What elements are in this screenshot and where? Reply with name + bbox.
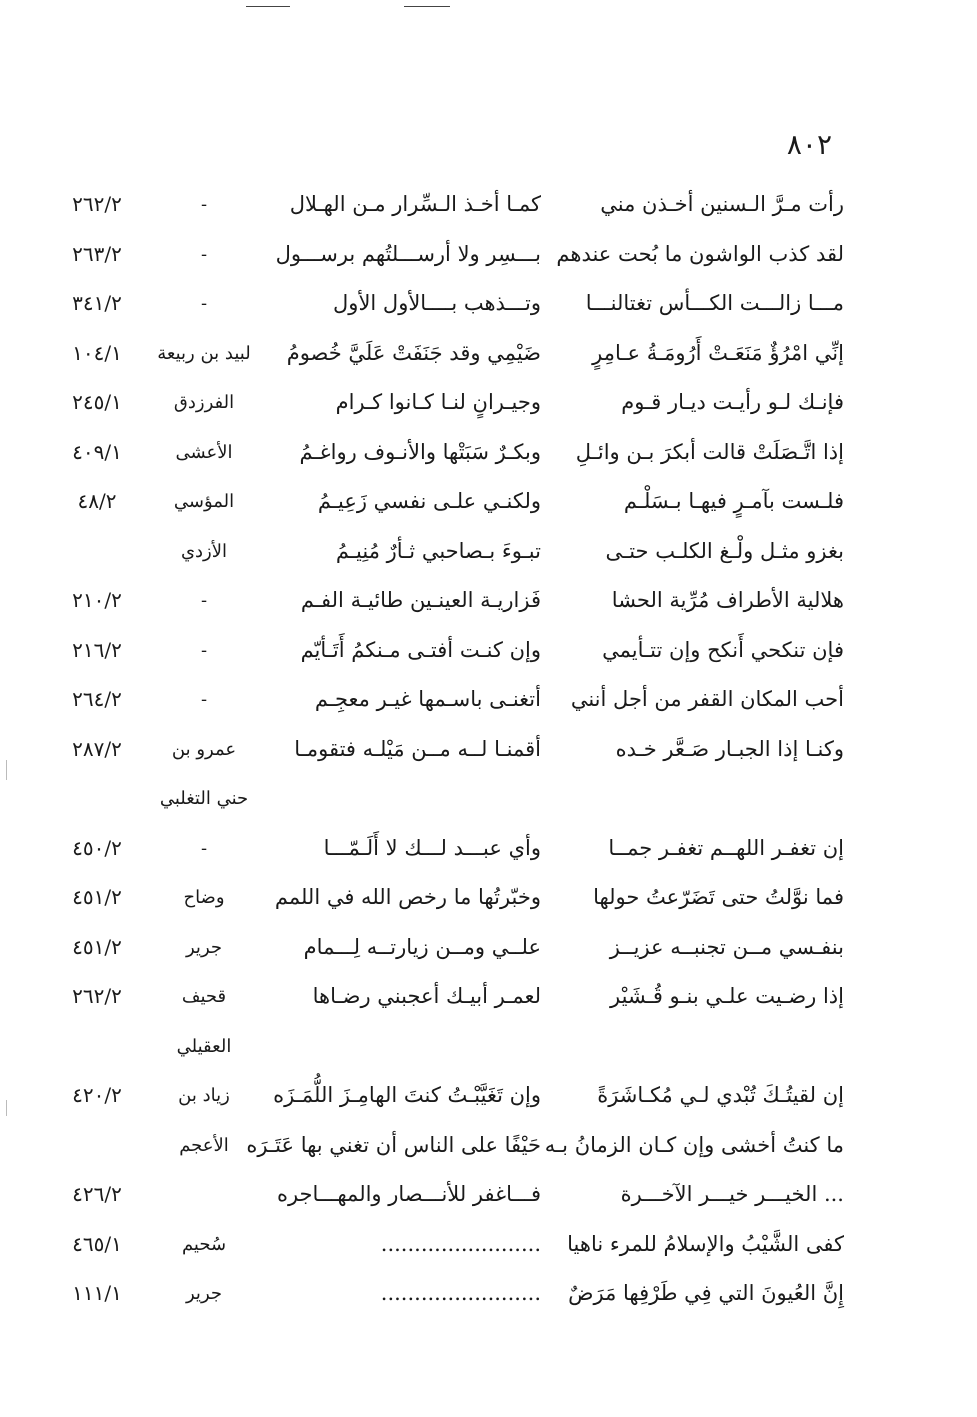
page-reference: ٤٢٠/٢ (72, 1083, 122, 1107)
table-row (0, 1121, 977, 1171)
verse-index-table (0, 180, 977, 1319)
verse-second-hemistich: ولكنـي علـى نفسي زَعِيـمُ (317, 489, 541, 513)
page-reference (52, 1022, 142, 1072)
poet-name: زياد بن (178, 1085, 230, 1106)
page-reference: ٤٨/٢ (77, 489, 117, 513)
page-reference: ٤٥١/٢ (72, 885, 122, 909)
verse-first-hemistich: أحب المكان القفر من أجل أنني (570, 687, 844, 711)
poet-name: سُحيم (181, 1233, 227, 1255)
verse-second-hemistich: كمـا أخـذ الـسِّرار مـن الهـلال (289, 192, 541, 216)
verse-first-hemistich: فلـست بآمـرٍ فيهـا بـسَلْـم (623, 489, 844, 513)
poet-name: - (200, 837, 208, 859)
verse-second-hemistich: وإن كنـت أفتـى مـنكمُ أَتَـأيّم (300, 637, 541, 662)
verse-second-hemistich (277, 774, 541, 824)
verse-first-hemistich: بنفـسي مــن تجنبــه عزيــز (609, 934, 844, 959)
table-row (0, 477, 977, 527)
page-reference: ١٠٤/١ (72, 340, 122, 365)
table-row (0, 1022, 977, 1072)
poet-name: وضاح (183, 887, 225, 908)
verse-first-hemistich: مـــا زالـــت الكـــأس تغتالنـــا (585, 291, 844, 315)
verse-first-hemistich: رأت مـرَّ الـسنين أخـذن مني (600, 192, 844, 216)
page-reference: ٢٤٥/١ (72, 390, 122, 414)
table-row (0, 180, 977, 230)
page-reference: ١١١/١ (72, 1281, 122, 1305)
verse-second-hemistich: ........................ (380, 1231, 541, 1256)
table-row (0, 923, 977, 973)
table-row (0, 279, 977, 329)
table-row (0, 428, 977, 478)
poet-name: - (200, 590, 208, 611)
poet-name: قحيف (181, 986, 227, 1007)
verse-second-hemistich: وخبّرتُها ما رخص الله في اللمم (274, 885, 541, 909)
table-row (0, 1071, 977, 1121)
top-rule-left (246, 6, 290, 7)
verse-second-hemistich: أتغنـى باسـمها غيـر معجِـم (314, 687, 541, 711)
table-row (0, 626, 977, 676)
verse-first-hemistich (582, 1022, 844, 1072)
poet-name: لبيد بن ربيعة (157, 342, 251, 364)
poet-name: حني التغلبي (159, 788, 249, 809)
verse-first-hemistich: فإنـك لـو رأيـت ديـار قـوم (621, 390, 844, 414)
verse-first-hemistich: لقد كذب الواشون ما بُحت عندهم (556, 241, 844, 266)
page-reference: ٢١٦/٢ (72, 637, 122, 662)
page-reference: ٤٢٦/٢ (72, 1182, 122, 1206)
page-reference (52, 774, 142, 824)
verse-first-hemistich: فإن تنكحي أَنكح وإن تتـأيمي (602, 637, 844, 662)
verse-second-hemistich: علــي ومــن زيارتــه لِـــمام (303, 934, 541, 959)
poet-name: جرير (186, 936, 222, 958)
page-reference: ٢٦٣/٢ (72, 241, 122, 266)
table-row (0, 527, 977, 577)
poet-name: جرير (186, 1283, 222, 1304)
page-reference: ٢١٠/٢ (72, 588, 122, 612)
verse-first-hemistich: هلالية الأطراف مُرِّية الحشا (611, 588, 844, 612)
verse-first-hemistich: ... الخيـــر خيـــر الآخـــرة (620, 1182, 844, 1206)
poet-name: الأعجم (179, 1134, 229, 1156)
page-reference: ٢٦٢/٢ (72, 192, 122, 216)
poet-name: - (200, 293, 208, 314)
page-reference: ٢٦٤/٢ (72, 687, 122, 711)
verse-second-hemistich: وأي عبـــد لـــك لا أَلَـمّـــا (323, 835, 541, 860)
poet-name: العقيلي (176, 1035, 232, 1057)
table-row (0, 1220, 977, 1270)
table-row (0, 725, 977, 775)
poet-name: المؤسي (173, 491, 235, 512)
page-reference: ٢٦٢/٢ (72, 984, 122, 1008)
poet-name: عمرو بن (171, 738, 237, 760)
verse-second-hemistich: لعمـر أبيـك أعجبني رضـاها (312, 984, 541, 1008)
table-row (0, 873, 977, 923)
verse-first-hemistich: بغزو مثـل ولْـغ الكلـب حتـى (605, 538, 844, 563)
page-reference: ٤٦٥/١ (72, 1231, 122, 1256)
verse-second-hemistich: حَيْفًا على الناس أن تغني بها عَتَـرَه (246, 1132, 541, 1157)
verse-first-hemistich: فما نوَّلتُ حتى تَضَرّعتُ حولها (593, 885, 844, 909)
verse-first-hemistich: إنِّي امْرُؤٌ مَنَعَـتْ أَرُومَـةُ عـامِرٍ (592, 340, 844, 365)
table-row (0, 972, 977, 1022)
verse-first-hemistich: ما كنتُ أخشى وإن كـان الزمانُ بـه (544, 1132, 844, 1157)
verse-first-hemistich: إذا رضـيت علـي بنـو قُـشَيْر (610, 984, 844, 1008)
poet-name: - (200, 194, 208, 215)
poet-name (146, 1170, 262, 1220)
verse-second-hemistich: وبكـرٌ سَبَتْها والأنـوف رواغـمُ (299, 439, 541, 464)
verse-second-hemistich: وتـــذهب بــــالأول الأول (333, 291, 541, 315)
poet-name: الفرزدق (173, 392, 235, 413)
verse-second-hemistich: بـــسِر ولا أرســـلتُهم برســـول (275, 241, 541, 266)
table-row (0, 576, 977, 626)
page-reference: ٤٥٠/٢ (72, 835, 122, 860)
verse-second-hemistich: فَزاريـة العينـين طائيـة الفـم (300, 588, 541, 612)
verse-second-hemistich: ضَيْمِي وقد جَنَفَتْ عَلَيَّ خُصومُ (286, 340, 541, 365)
verse-first-hemistich (582, 774, 844, 824)
poet-name: - (200, 639, 208, 661)
verse-first-hemistich: إن لقيتُـكَ تُبْدي لـي مُكـاشَرَةً (597, 1083, 844, 1107)
page-reference (52, 527, 142, 577)
page-number: ٨٠٢ (786, 128, 832, 161)
verse-first-hemistich: إِنَّ العُيونَ التي فِي طَرْفِها مَرَضٌ (568, 1281, 844, 1305)
verse-first-hemistich: إذا اتَّـصَلَتْ قالت أبكرَ بـن وائـلِ (575, 439, 844, 464)
verse-second-hemistich: فـــاغفر للأنـــصار والمهـــاجره (276, 1182, 541, 1206)
table-row (0, 675, 977, 725)
verse-second-hemistich: أقمنـا لــه مــن مَيْلـه فتقومـا (294, 736, 541, 761)
verse-second-hemistich (277, 1022, 541, 1072)
poet-name: - (200, 243, 208, 265)
page-reference: ٤٥١/٢ (72, 934, 122, 959)
poet-name: الأعشى (175, 441, 233, 463)
verse-first-hemistich: إن تغفـر اللهــم تغفـر جمــا (608, 835, 844, 860)
verse-first-hemistich: وكنـا إذا الجبـار صَـعَّر خـده (615, 736, 844, 761)
verse-second-hemistich: تبـوءَ بـصاحبي ثـأرٌ مُنِيـمُ (335, 538, 541, 563)
page-reference: ٤٠٩/١ (72, 439, 122, 464)
table-row (0, 824, 977, 874)
verse-second-hemistich: وإن تَغَيَّبْـتُ كنتَ الهامِـزَ اللُّمَـزَه (273, 1083, 541, 1107)
page-reference: ٢٨٧/٢ (72, 736, 122, 761)
verse-second-hemistich: وجيـرانٍ لنـا كـانوا كـرام (335, 390, 541, 414)
table-row (0, 329, 977, 379)
top-rule-right (404, 6, 450, 7)
page-reference: ٣٤١/٢ (72, 291, 122, 315)
table-row (0, 1170, 977, 1220)
poet-name: - (200, 689, 208, 710)
verse-second-hemistich: ........................ (380, 1281, 541, 1305)
table-row (0, 378, 977, 428)
table-row (0, 1269, 977, 1319)
table-row (0, 230, 977, 280)
page-reference (52, 1121, 142, 1171)
poet-name: الأزدي (180, 540, 228, 562)
table-row (0, 774, 977, 824)
verse-first-hemistich: كفى الشَّيْبُ والإسلامُ للمرء ناهيا (567, 1231, 844, 1256)
